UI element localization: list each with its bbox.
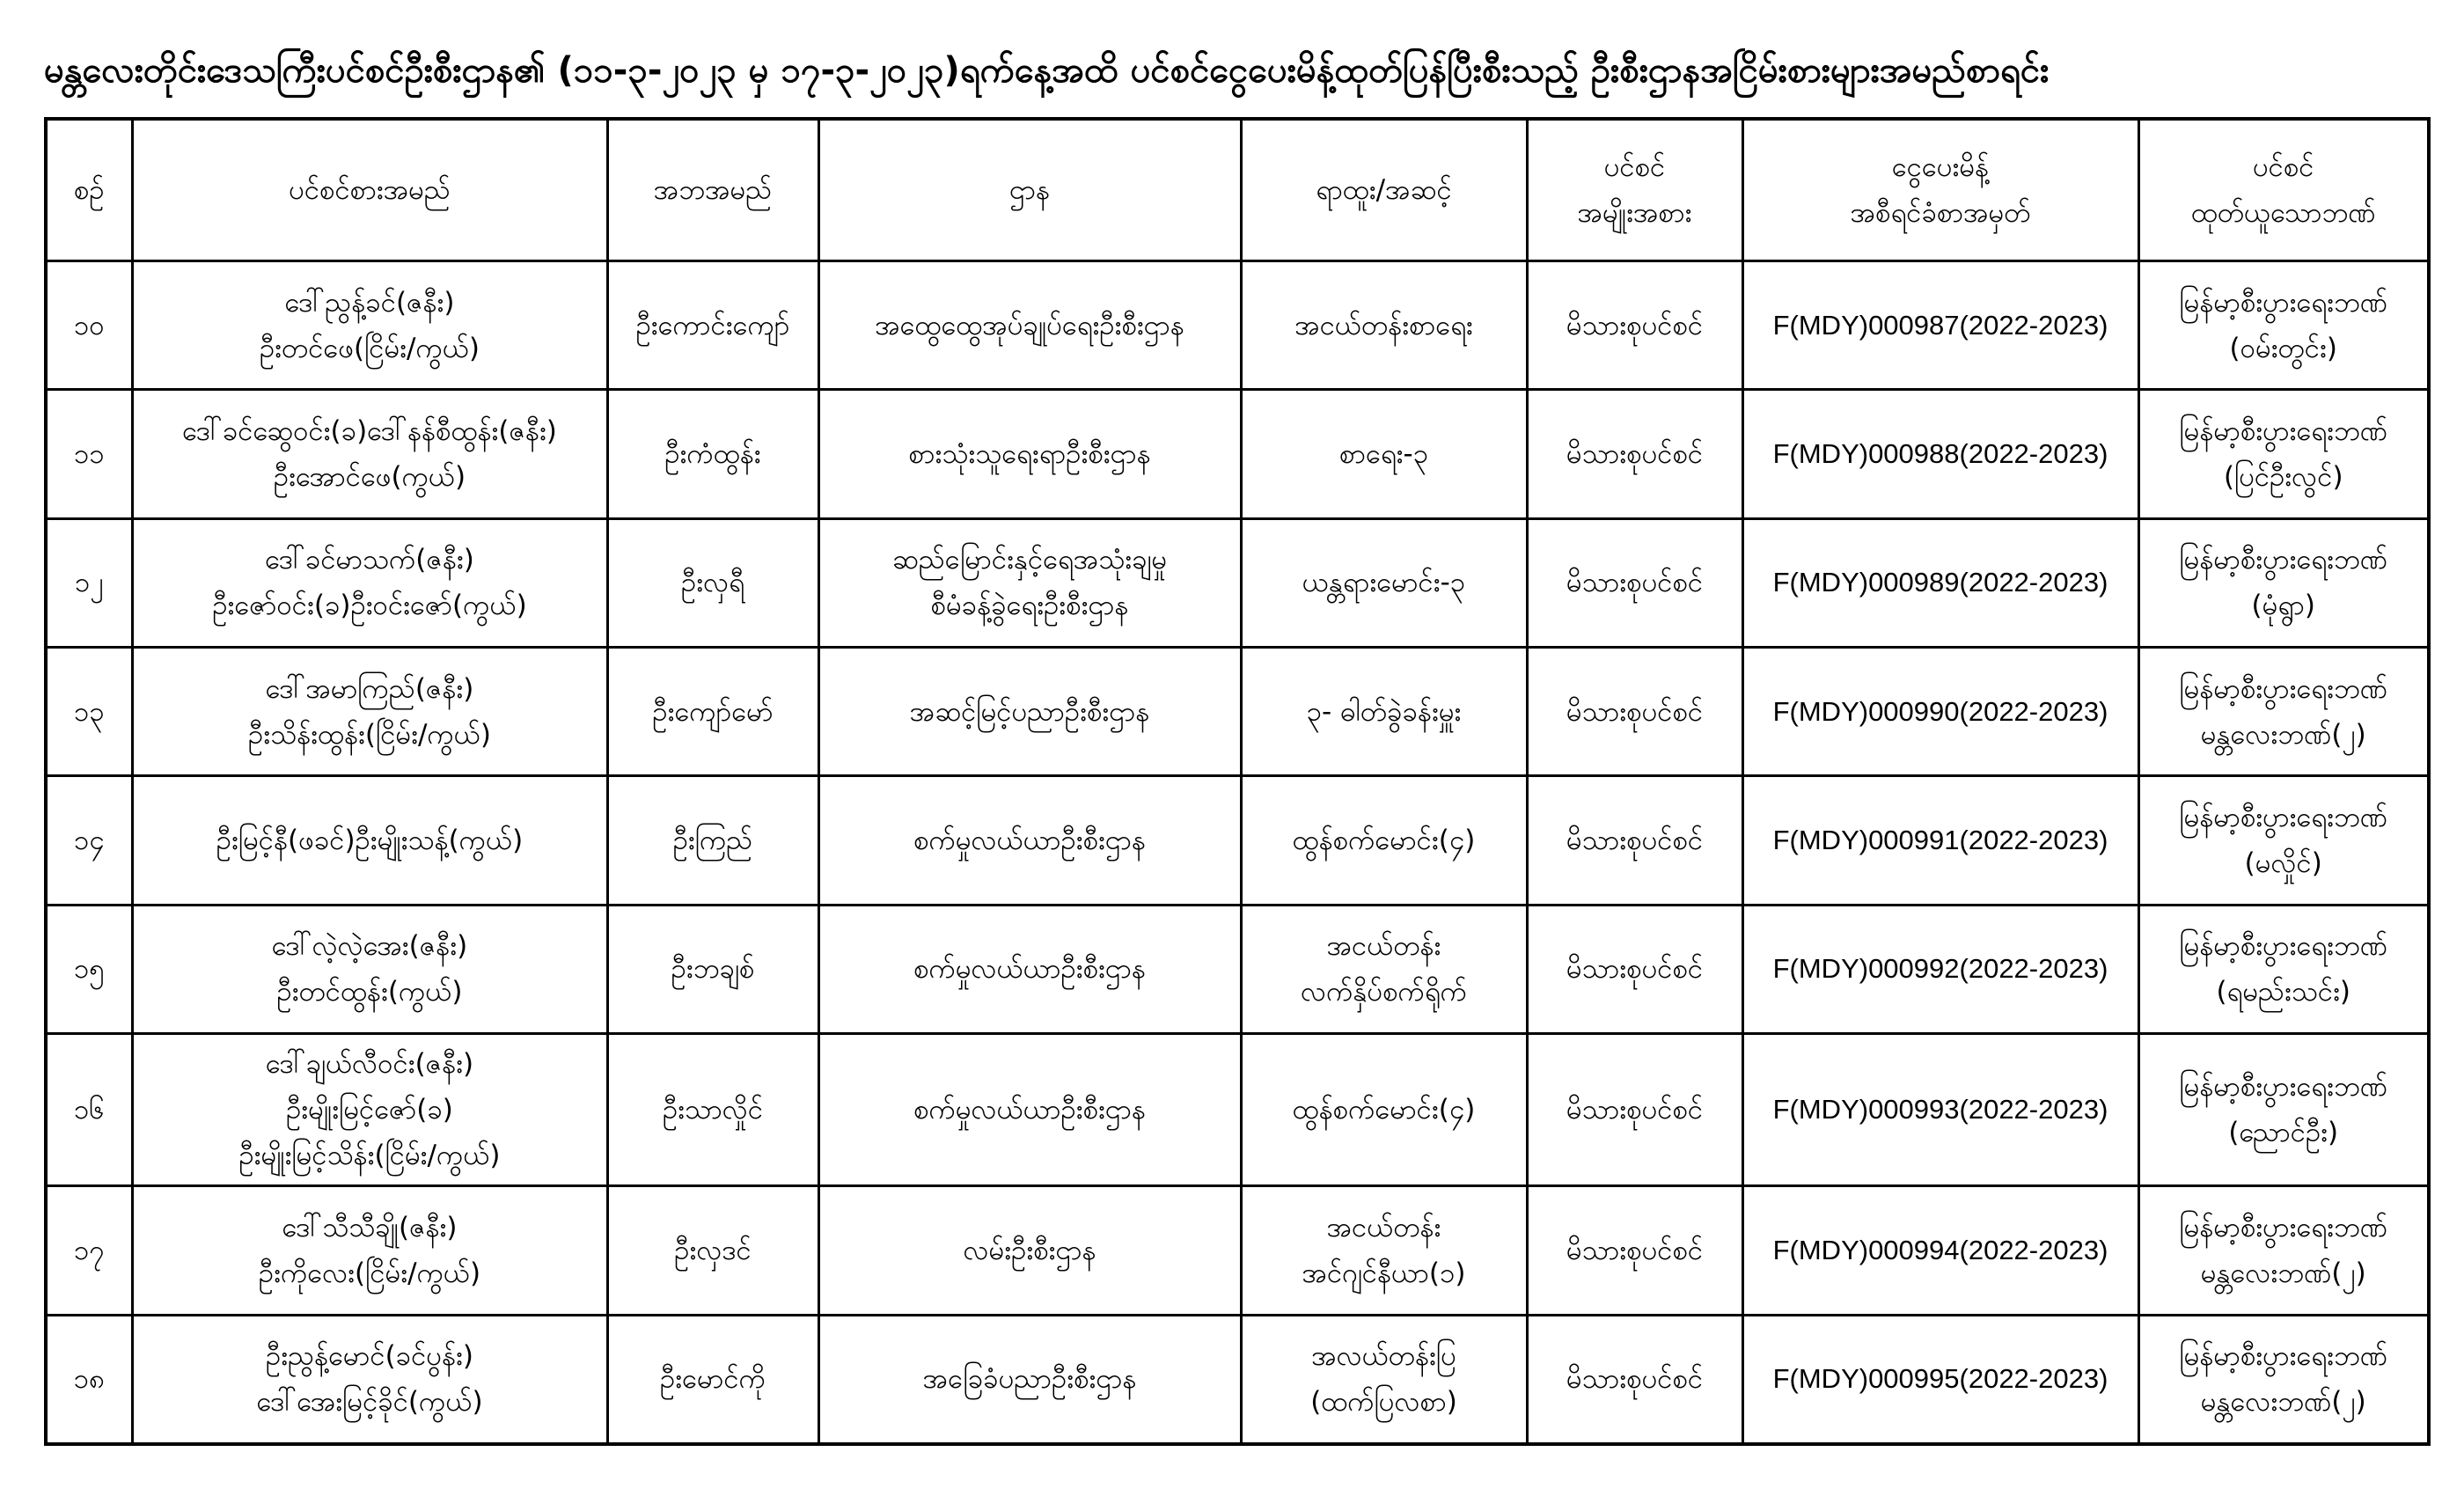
cell-pensioner-name [132, 648, 607, 776]
cell-pension-type-text: မိသားစုပင်စင် [1566, 1363, 1704, 1396]
cell-pension-type [1527, 1034, 1742, 1186]
cell-rank-line: အင်ဂျင်နီယာ(၁) [1302, 1257, 1466, 1289]
cell-serial-text: ၁၆ [73, 1094, 105, 1126]
cell-department [818, 518, 1241, 647]
cell-serial-text: ၁၄ [73, 825, 105, 857]
cell-father-name [607, 776, 818, 905]
cell-payment-order-number [1742, 1034, 2138, 1186]
cell-father-name-text: ဦးကြည် [672, 825, 753, 857]
cell-pension-type-text: မိသားစုပင်စင် [1566, 567, 1704, 599]
cell-serial-text: ၁၅ [73, 953, 105, 986]
cell-serial [46, 776, 132, 905]
cell-department [818, 648, 1241, 776]
cell-father-name [607, 261, 818, 390]
table-row [46, 518, 2429, 647]
cell-bank [2138, 1034, 2429, 1186]
cell-payment-order-number-text: F(MDY)000992(2022-2023) [1772, 953, 2108, 985]
cell-serial [46, 905, 132, 1033]
cell-pension-type [1527, 261, 1742, 390]
cell-pensioner-name-line: ဦးတင်ထွန်း(ကွယ်) [276, 976, 463, 1008]
cell-rank [1241, 905, 1527, 1033]
header-serial: စဉ် [46, 119, 132, 261]
cell-rank-line: အငယ်တန်း [1326, 1211, 1441, 1243]
cell-pension-type [1527, 1186, 1742, 1315]
cell-rank-line: အငယ်တန်း [1326, 930, 1441, 963]
cell-bank [2138, 776, 2429, 905]
cell-payment-order-number [1742, 648, 2138, 776]
table-header-row [46, 119, 2429, 261]
cell-pension-type-text: မိသားစုပင်စင် [1566, 825, 1704, 857]
cell-rank [1241, 1186, 1527, 1315]
cell-father-name-text: ဦးသာလှိုင် [662, 1094, 764, 1126]
cell-bank-line: မြန်မာ့စီးပွားရေးဘဏ် [2179, 672, 2388, 705]
cell-department [818, 1315, 1241, 1444]
table-row [46, 1034, 2429, 1186]
cell-father-name [607, 1034, 818, 1186]
cell-serial [46, 390, 132, 518]
cell-rank-line: ထွန်စက်မောင်း(၄) [1292, 825, 1476, 857]
cell-pensioner-name-line: ဒေါ်လဲ့လဲ့အေး(ဇနီး) [271, 930, 468, 963]
cell-father-name [607, 1315, 818, 1444]
cell-rank [1241, 776, 1527, 905]
cell-pensioner-name-line: ဦးဇော်ဝင်း(ခ)ဦးဝင်းဇော်(ကွယ်) [212, 590, 527, 622]
cell-bank-line: မြန်မာ့စီးပွားရေးဘဏ် [2179, 415, 2388, 448]
cell-father-name [607, 648, 818, 776]
cell-pensioner-name [132, 905, 607, 1033]
cell-pension-type-text: မိသားစုပင်စင် [1566, 1094, 1704, 1126]
cell-pensioner-name-line: ဦးမျိုးမြင့်ဇော်(ခ) [286, 1094, 453, 1126]
cell-pensioner-name-line: ဦးသိန်းထွန်း(ငြိမ်း/ကွယ်) [248, 718, 491, 751]
cell-father-name-text: ဦးလှရီ [681, 567, 744, 599]
cell-pension-type-text: မိသားစုပင်စင် [1566, 309, 1704, 341]
cell-rank-line: အငယ်တန်းစာရေး [1294, 309, 1473, 341]
cell-pensioner-name [132, 1315, 607, 1444]
cell-pensioner-name-line: ဒေါ်ခင်မာသက်(ဇနီး) [265, 544, 474, 576]
cell-serial-text: ၁၃ [73, 695, 105, 728]
cell-bank-line: (ဝမ်းတွင်း) [2229, 332, 2337, 364]
cell-pensioner-name-line: ဦးညွန့်မောင်(ခင်ပွန်း) [266, 1340, 473, 1373]
cell-pension-type [1527, 905, 1742, 1033]
cell-department-line: စားသုံးသူရေးရာဦးစီးဌာန [908, 438, 1151, 471]
cell-serial [46, 648, 132, 776]
cell-department-line: အဆင့်မြင့်ပညာဦးစီးဌာန [909, 695, 1150, 728]
cell-rank-line: အလယ်တန်းပြ [1311, 1340, 1456, 1373]
cell-department-line: လမ်းဦးစီးဌာန [963, 1234, 1096, 1266]
cell-bank [2138, 1186, 2429, 1315]
cell-pensioner-name-line: ဦးမြင့်နီ(ဖခင်)ဦးမျိုးသန့်(ကွယ်) [216, 825, 524, 857]
cell-pension-type [1527, 1315, 1742, 1444]
cell-serial [46, 261, 132, 390]
cell-pensioner-name [132, 390, 607, 518]
cell-rank-line: ယန္တရားမောင်း-၃ [1302, 567, 1466, 599]
cell-rank [1241, 648, 1527, 776]
cell-rank [1241, 390, 1527, 518]
cell-rank-line: (ထက်ပြလစာ) [1310, 1386, 1457, 1419]
cell-payment-order-number [1742, 776, 2138, 905]
cell-father-name-text: ဦးကောင်းကျော် [635, 309, 790, 341]
cell-pensioner-name-line: ဦးအောင်ဖေ(ကွယ်) [273, 461, 466, 494]
cell-pension-type [1527, 518, 1742, 647]
table-row [46, 1186, 2429, 1315]
cell-payment-order-number [1742, 905, 2138, 1033]
cell-bank [2138, 518, 2429, 647]
cell-bank-line: မန္တလေးဘဏ်(၂) [2200, 1386, 2366, 1419]
cell-rank [1241, 518, 1527, 647]
cell-department-line: စက်မှုလယ်ယာဦးစီးဌာန [913, 825, 1146, 857]
cell-serial [46, 1186, 132, 1315]
cell-pension-type-text: မိသားစုပင်စင် [1566, 953, 1704, 986]
cell-pension-type-text: မိသားစုပင်စင် [1566, 438, 1704, 471]
header-pension-type: ပင်စင် အမျိုးအစား [1527, 119, 1742, 261]
cell-rank [1241, 261, 1527, 390]
cell-department-line: အခြေခံပညာဦးစီးဌာန [922, 1363, 1137, 1396]
table-row [46, 261, 2429, 390]
table-row [46, 905, 2429, 1033]
cell-payment-order-number [1742, 390, 2138, 518]
cell-pensioner-name [132, 518, 607, 647]
cell-bank-line: (ရမည်းသင်း) [2216, 976, 2351, 1008]
cell-payment-order-number-text: F(MDY)000990(2022-2023) [1772, 695, 2108, 727]
cell-payment-order-number-text: F(MDY)000994(2022-2023) [1772, 1234, 2108, 1265]
cell-payment-order-number-text: F(MDY)000991(2022-2023) [1772, 825, 2108, 856]
cell-pensioner-name [132, 1034, 607, 1186]
cell-pensioner-name-line: ဒေါ်အေးမြင့်ခိုင်(ကွယ်) [256, 1386, 483, 1419]
cell-department-line: အထွေထွေအုပ်ချုပ်ရေးဦးစီးဌာန [875, 309, 1184, 341]
cell-bank-line: မြန်မာ့စီးပွားရေးဘဏ် [2179, 544, 2388, 576]
cell-bank-line: မြန်မာ့စီးပွားရေးဘဏ် [2179, 286, 2388, 319]
cell-department-line: စက်မှုလယ်ယာဦးစီးဌာန [913, 1094, 1146, 1126]
header-bank: ပင်စင် ထုတ်ယူသောဘဏ် [2138, 119, 2429, 261]
cell-department [818, 1186, 1241, 1315]
cell-father-name [607, 518, 818, 647]
cell-father-name-text: ဦးလှဒင် [674, 1234, 752, 1266]
cell-pensioner-name-line: ဒေါ်သီသီချို(ဇနီး) [282, 1211, 458, 1243]
cell-pensioner-name-line: ဦးကိုလေး(ငြိမ်း/ကွယ်) [258, 1257, 481, 1289]
document-title: မန္တလေးတိုင်းဒေသကြီးပင်စင်ဦးစီးဌာန၏ (၁၁-၃-၂၀၂၃ မှ ၁၇-၃-၂၀၂၃)ရက်နေ့အထိ ပင်စင်ငွေပေးမိန့်ထုတ်ပြန်ပြီးစီးသည့် ဦးစီးဌာနအငြိမ်းစားများအမည်စာရင်း [44, 50, 2050, 91]
cell-father-name [607, 905, 818, 1033]
cell-serial-text: ၁၁ [73, 438, 105, 471]
cell-father-name [607, 1186, 818, 1315]
table-row [46, 390, 2429, 518]
header-rank: ရာထူး/အဆင့် [1241, 119, 1527, 261]
cell-pension-type [1527, 648, 1742, 776]
cell-department [818, 390, 1241, 518]
cell-rank-line: ၃- ဓါတ်ခွဲခန်းမှူး [1306, 695, 1462, 728]
cell-rank-line: ထွန်စက်မောင်း(၄) [1292, 1094, 1476, 1126]
cell-bank [2138, 905, 2429, 1033]
cell-pensioner-name [132, 776, 607, 905]
pension-roster-table [44, 117, 2431, 1446]
cell-payment-order-number-text: F(MDY)000993(2022-2023) [1772, 1094, 2108, 1126]
cell-payment-order-number-text: F(MDY)000995(2022-2023) [1772, 1363, 2108, 1395]
cell-pensioner-name-line: ဒေါ်အမာကြည်(ဇနီး) [265, 672, 474, 705]
cell-pension-type [1527, 390, 1742, 518]
header-pensioner-name: ပင်စင်စားအမည် [132, 119, 607, 261]
cell-pensioner-name-line: ဒေါ်ချယ်လီဝင်း(ဇနီး) [265, 1048, 474, 1081]
table-body [46, 261, 2429, 1445]
header-father-name: အဘအမည် [607, 119, 818, 261]
cell-father-name-text: ဦးဘချစ် [671, 953, 755, 986]
cell-father-name [607, 390, 818, 518]
cell-department-line: စီမံခန့်ခွဲရေးဦးစီးဌာန [930, 590, 1129, 622]
cell-rank [1241, 1034, 1527, 1186]
cell-pension-type [1527, 776, 1742, 905]
cell-payment-order-number [1742, 261, 2138, 390]
header-department: ဌာန [818, 119, 1241, 261]
cell-rank-line: စာရေး-၃ [1338, 438, 1429, 471]
cell-pensioner-name [132, 261, 607, 390]
cell-bank-line: မြန်မာ့စီးပွားရေးဘဏ် [2179, 802, 2388, 834]
cell-bank [2138, 390, 2429, 518]
cell-father-name-text: ဦးကံထွန်း [664, 438, 761, 471]
cell-bank [2138, 261, 2429, 390]
cell-bank [2138, 648, 2429, 776]
cell-pensioner-name-line: ဒေါ်ခင်ဆွေဝင်း(ခ)ဒေါ်နန်စီထွန်း(ဇနီး) [182, 415, 557, 448]
cell-rank [1241, 1315, 1527, 1444]
cell-serial-text: ၁၂ [74, 567, 104, 599]
cell-serial-text: ၁၈ [73, 1363, 105, 1396]
cell-bank-line: (ညောင်ဦး) [2228, 1117, 2339, 1149]
cell-bank-line: မြန်မာ့စီးပွားရေးဘဏ် [2179, 1211, 2388, 1243]
cell-department [818, 776, 1241, 905]
table-row [46, 648, 2429, 776]
cell-bank-line: မြန်မာ့စီးပွားရေးဘဏ် [2179, 1071, 2388, 1104]
cell-serial-text: ၁၀ [73, 309, 105, 341]
cell-department [818, 1034, 1241, 1186]
cell-payment-order-number [1742, 1186, 2138, 1315]
cell-payment-order-number-text: F(MDY)000989(2022-2023) [1772, 567, 2108, 598]
cell-serial [46, 1034, 132, 1186]
cell-department [818, 261, 1241, 390]
cell-payment-order-number-text: F(MDY)000988(2022-2023) [1772, 438, 2108, 470]
table-row [46, 776, 2429, 905]
cell-department [818, 905, 1241, 1033]
cell-serial [46, 1315, 132, 1444]
table-row [46, 1315, 2429, 1444]
cell-pensioner-name-line: ဦးမျိုးမြင့်သိန်း(ငြိမ်း/ကွယ်) [238, 1140, 501, 1172]
cell-pensioner-name-line: ဦးတင်ဖေ(ငြိမ်း/ကွယ်) [259, 332, 480, 364]
cell-pension-type-text: မိသားစုပင်စင် [1566, 1234, 1704, 1266]
cell-serial [46, 518, 132, 647]
cell-bank-line: မြန်မာ့စီးပွားရေးဘဏ် [2179, 930, 2388, 963]
cell-bank-line: မန္တလေးဘဏ်(၂) [2200, 718, 2366, 751]
cell-rank-line: လက်နှိပ်စက်ရိုက် [1301, 976, 1467, 1008]
cell-pension-type-text: မိသားစုပင်စင် [1566, 695, 1704, 728]
header-payment-order-number: ငွေပေးမိန့် အစီရင်ခံစာအမှတ် [1742, 119, 2138, 261]
cell-bank-line: (ပြင်ဦးလွင်) [2223, 461, 2343, 494]
cell-payment-order-number-text: F(MDY)000987(2022-2023) [1772, 309, 2108, 341]
cell-pensioner-name [132, 1186, 607, 1315]
cell-bank [2138, 1315, 2429, 1444]
cell-department-line: ဆည်မြောင်းနှင့်ရေအသုံးချမှု [891, 544, 1168, 576]
cell-pensioner-name-line: ဒေါ်ညွန့်ခင်(ဇနီး) [284, 286, 455, 319]
cell-serial-text: ၁၇ [73, 1234, 105, 1266]
cell-bank-line: (မလှိုင်) [2244, 847, 2322, 880]
cell-father-name-text: ဦးကျော်မော် [652, 695, 774, 728]
cell-department-line: စက်မှုလယ်ယာဦးစီးဌာန [913, 953, 1146, 986]
cell-bank-line: မြန်မာ့စီးပွားရေးဘဏ် [2179, 1340, 2388, 1373]
cell-father-name-text: ဦးမောင်ကို [660, 1363, 766, 1396]
cell-payment-order-number [1742, 518, 2138, 647]
cell-bank-line: (မုံရွာ) [2251, 590, 2315, 622]
cell-payment-order-number [1742, 1315, 2138, 1444]
cell-bank-line: မန္တလေးဘဏ်(၂) [2200, 1257, 2366, 1289]
